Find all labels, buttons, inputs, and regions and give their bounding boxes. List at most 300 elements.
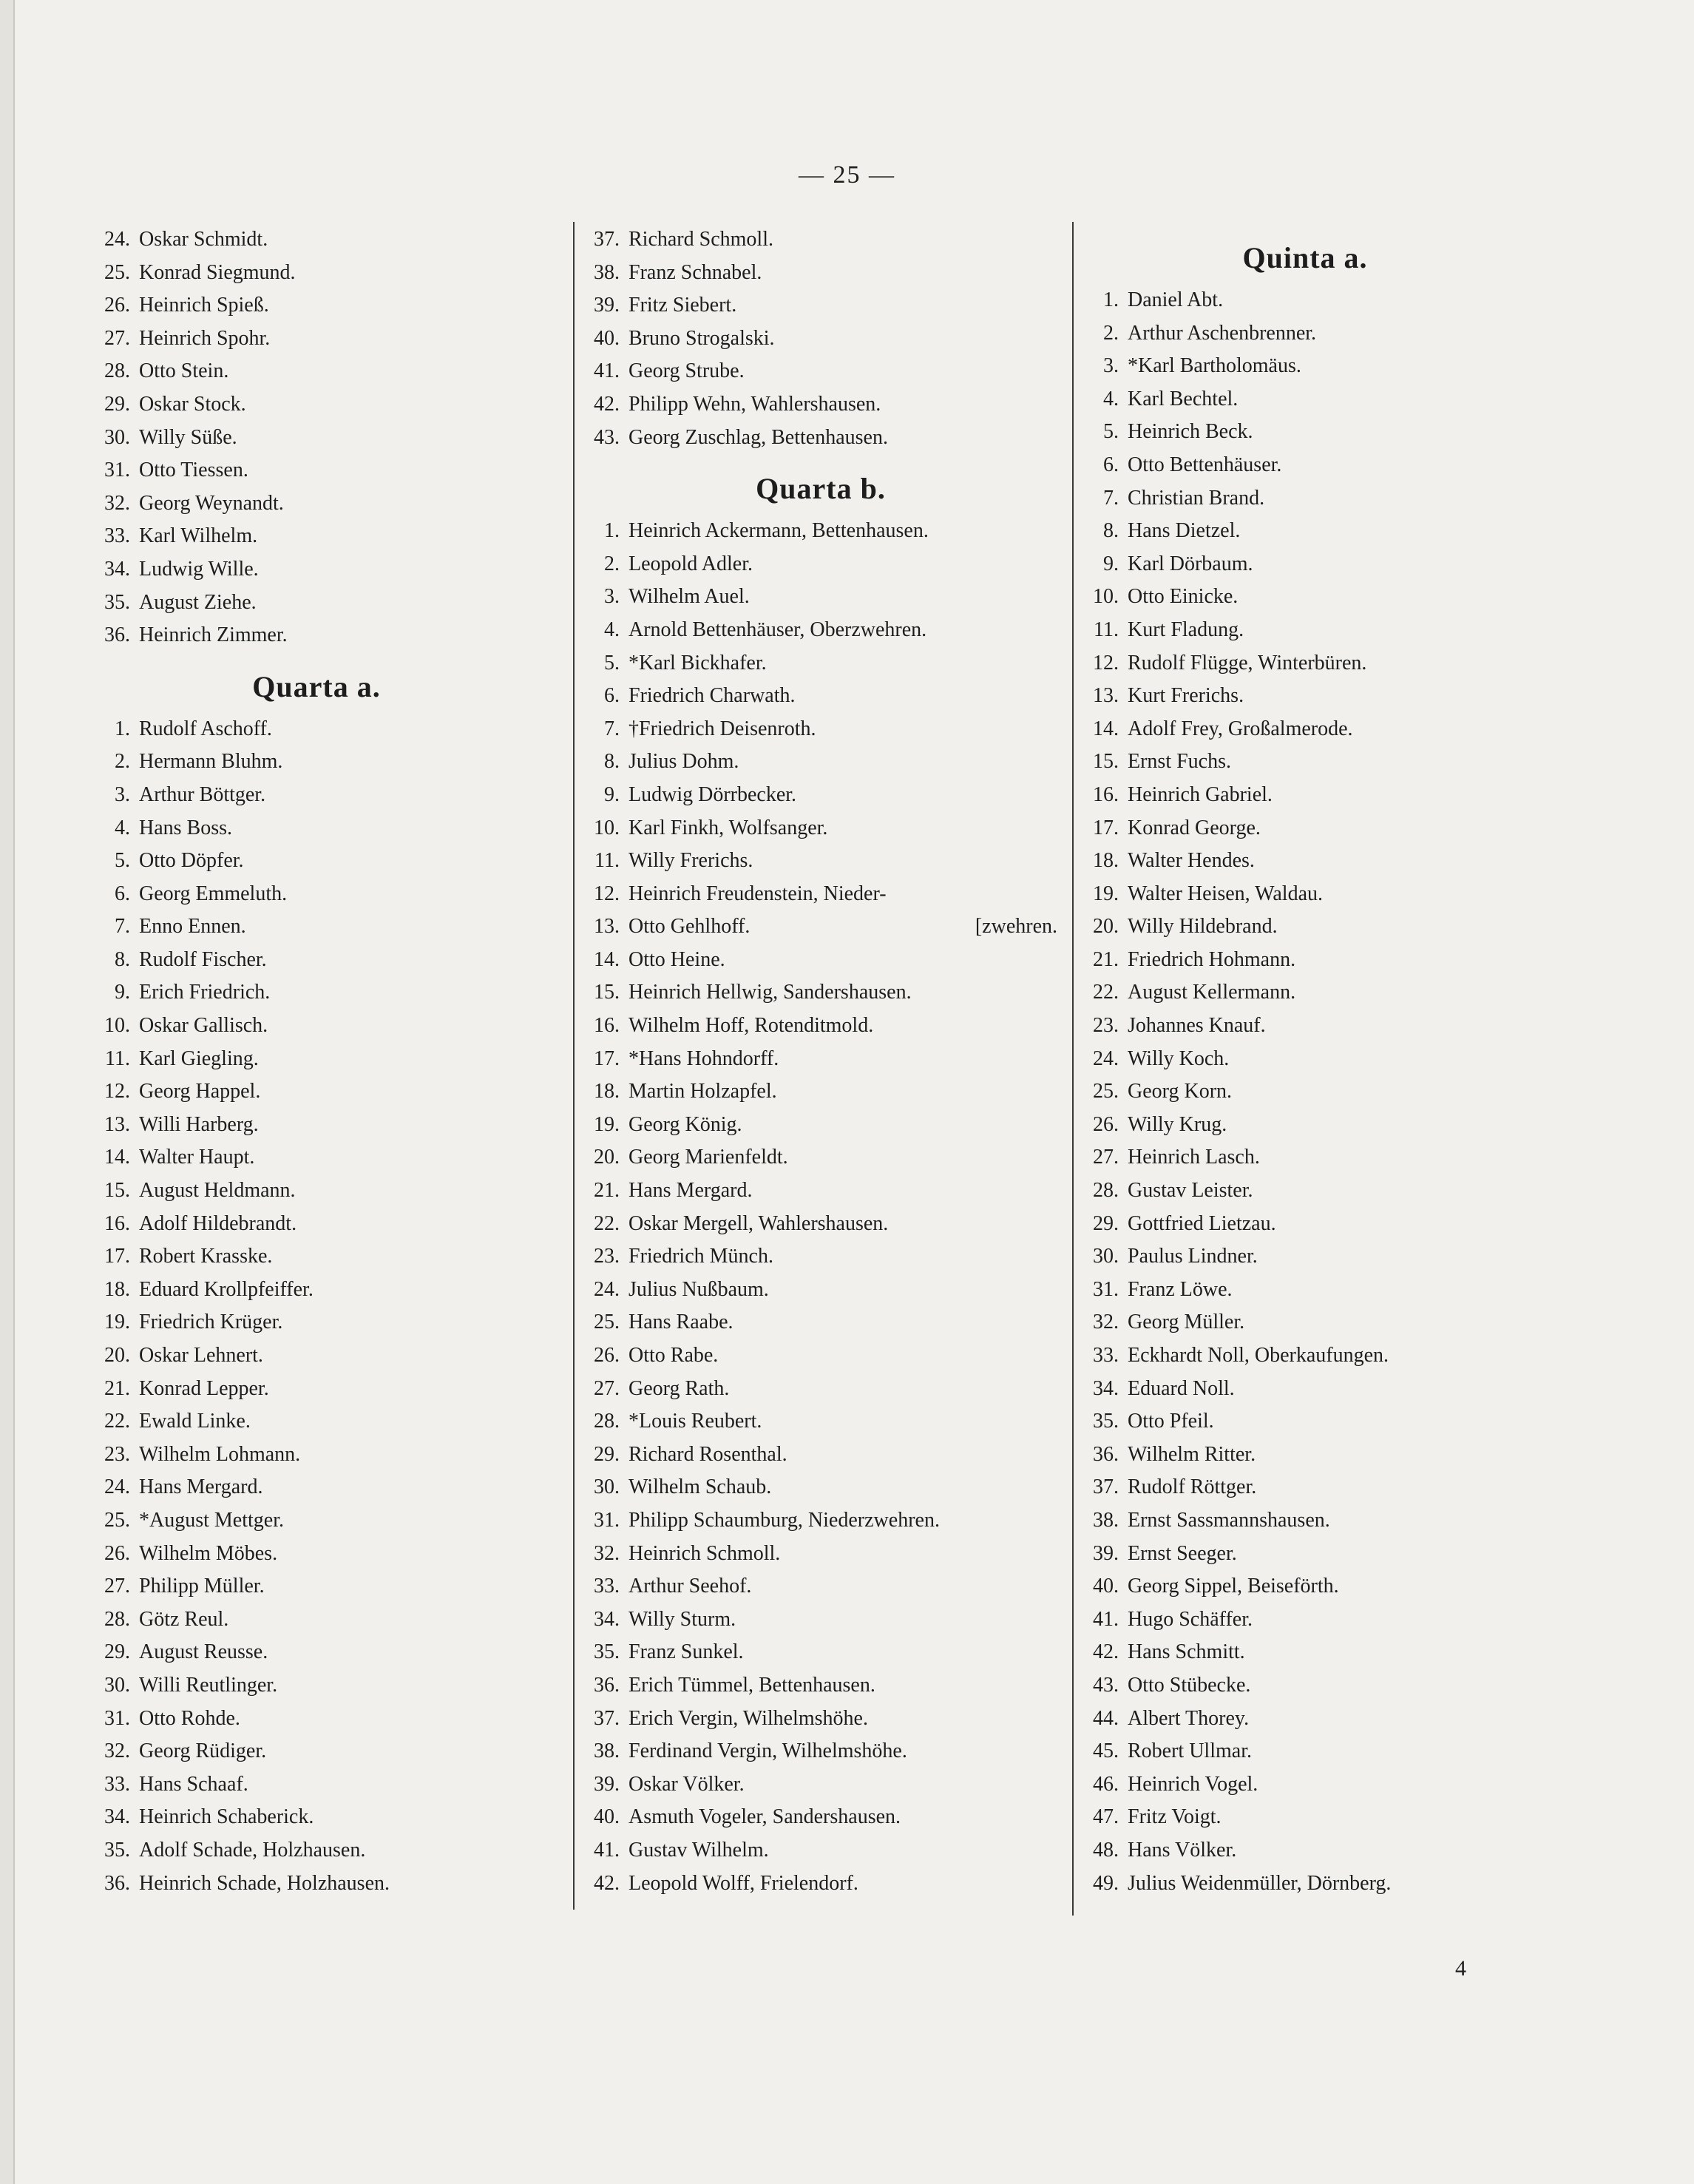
- entry-number: 47.: [1093, 1805, 1119, 1829]
- entry-name: Friedrich Münch.: [629, 1245, 773, 1268]
- entry-number: 34.: [594, 1607, 620, 1631]
- entry-number: 30.: [1093, 1245, 1119, 1268]
- entry-name: Wilhelm Schaub.: [629, 1475, 772, 1499]
- list-item: [584, 1208, 1057, 1241]
- entry-number: 30.: [104, 425, 130, 449]
- entry-name: Willy Frerichs.: [629, 849, 753, 873]
- entry-name: Julius Nußbaum.: [629, 1277, 769, 1301]
- entry-name: Heinrich Ackermann, Bettenhausen.: [629, 519, 929, 543]
- entry-name: Georg Weynandt.: [139, 491, 284, 515]
- list-item: [95, 1109, 538, 1142]
- list-item: [1083, 1735, 1527, 1768]
- entry-name: Friedrich Charwath.: [629, 684, 796, 708]
- entry-number: 23.: [1093, 1014, 1119, 1038]
- entry-number: 28.: [104, 1607, 130, 1631]
- list-item: [1083, 1438, 1527, 1472]
- list-item: [95, 1603, 538, 1637]
- entry-number: 26.: [594, 1344, 620, 1367]
- entry-number: 30.: [594, 1475, 620, 1499]
- entry-name: Martin Holzapfel.: [629, 1080, 777, 1103]
- entry-number: 12.: [104, 1080, 130, 1103]
- entry-name: Ludwig Dörrbecker.: [629, 782, 797, 806]
- entry-name: Götz Reul.: [139, 1607, 229, 1631]
- entry-name: *Karl Bickhafer.: [629, 651, 767, 675]
- list-item: [1083, 1043, 1527, 1076]
- entry-name: Otto Gehlhoff.: [629, 915, 751, 939]
- entry-number: 24.: [104, 1475, 130, 1499]
- entry-number: 25.: [594, 1311, 620, 1334]
- entry-name: Heinrich Freudenstein, Nieder-: [629, 882, 887, 905]
- entry-name: Konrad Lepper.: [139, 1376, 269, 1400]
- list-item: [1083, 910, 1527, 944]
- entry-name: Franz Schnabel.: [629, 260, 762, 284]
- entry-number: 6.: [1103, 453, 1119, 476]
- entry-name: Gottfried Lietzau.: [1128, 1211, 1276, 1235]
- entry-name: Heinrich Beck.: [1128, 420, 1253, 444]
- entry-number: 29.: [104, 392, 130, 416]
- list-item: [95, 1141, 538, 1174]
- entry-name: *Karl Bartholomäus.: [1128, 354, 1301, 378]
- entry-number: 33.: [104, 1772, 130, 1796]
- entry-name: Rudolf Aschoff.: [139, 717, 272, 740]
- list-item: [95, 1438, 538, 1472]
- list-item: [95, 779, 538, 812]
- entry-name: Georg Sippel, Beiseförth.: [1128, 1575, 1339, 1598]
- class-heading: Quinta a.: [1242, 241, 1368, 274]
- entry-number: 37.: [1093, 1475, 1119, 1499]
- entry-name: Otto Rohde.: [139, 1706, 240, 1730]
- entry-number: 49.: [1093, 1871, 1119, 1895]
- entry-name: Erich Friedrich.: [139, 981, 271, 1004]
- entry-number: 11.: [594, 849, 620, 873]
- entry-name: Ernst Seeger.: [1128, 1541, 1237, 1565]
- entry-name: *Louis Reubert.: [629, 1410, 762, 1433]
- entry-number: 1.: [1103, 288, 1119, 311]
- list-item: [1083, 449, 1527, 482]
- entry-name: Heinrich Spieß.: [139, 294, 269, 317]
- list-item: [95, 388, 538, 422]
- entry-name: Arthur Seehof.: [629, 1575, 752, 1598]
- list-item: [584, 581, 1057, 614]
- entry-name: Wilhelm Hoff, Rotenditmold.: [629, 1014, 874, 1038]
- list-item: [1083, 976, 1527, 1010]
- list-item: [1083, 1768, 1527, 1802]
- entry-number: 4.: [1103, 387, 1119, 410]
- entry-name: Heinrich Schaberick.: [139, 1805, 314, 1829]
- entry-number: 24.: [1093, 1047, 1119, 1070]
- entry-number: 1.: [604, 519, 620, 543]
- list-item: [584, 548, 1057, 581]
- list-item: [1083, 548, 1527, 581]
- list-item: [1083, 1867, 1527, 1901]
- entry-name: Wilhelm Auel.: [629, 585, 750, 609]
- list-item: [95, 976, 538, 1010]
- column-2: [584, 223, 1057, 1900]
- entry-number: 22.: [1093, 981, 1119, 1004]
- entry-name: Willi Harberg.: [139, 1112, 259, 1136]
- list-item: [584, 1240, 1057, 1274]
- list-item: [1083, 1010, 1527, 1043]
- entry-name: Oskar Lehnert.: [139, 1344, 263, 1367]
- entry-number: 32.: [104, 491, 130, 515]
- list-item: [584, 1373, 1057, 1406]
- entry-number: 17.: [594, 1047, 620, 1070]
- entry-number: 21.: [104, 1376, 130, 1400]
- entry-number: 41.: [1093, 1607, 1119, 1631]
- entry-number: 2.: [115, 750, 130, 774]
- entry-name: Adolf Frey, Großalmerode.: [1128, 717, 1353, 740]
- list-item: [584, 1174, 1057, 1208]
- entry-number: 5.: [115, 849, 130, 873]
- list-item: [584, 1834, 1057, 1867]
- entry-name: Leopold Wolff, Frielendorf.: [629, 1871, 858, 1895]
- entry-name: Willy Hildebrand.: [1128, 915, 1278, 939]
- entry-number: 40.: [1093, 1575, 1119, 1598]
- entry-name: Otto Pfeil.: [1128, 1410, 1214, 1433]
- entry-number: 31.: [104, 1706, 130, 1730]
- list-item: [1083, 1240, 1527, 1274]
- entry-number: 16.: [1093, 782, 1119, 806]
- entry-name: Hans Schmitt.: [1128, 1640, 1245, 1664]
- list-item: [1083, 416, 1527, 449]
- entry-name: Willy Krug.: [1128, 1112, 1227, 1136]
- entry-number: 41.: [594, 359, 620, 383]
- entry-number: 18.: [104, 1277, 130, 1301]
- list-item: [584, 1603, 1057, 1637]
- list-item: [1083, 845, 1527, 878]
- entry-number: 17.: [1093, 816, 1119, 839]
- entry-name: Robert Krasske.: [139, 1245, 273, 1268]
- list-item: [1083, 1570, 1527, 1603]
- entry-number: 34.: [104, 557, 130, 581]
- list-item: [1083, 1373, 1527, 1406]
- column-rule: [573, 222, 575, 1910]
- list-item: [95, 1471, 538, 1504]
- entry-number: 48.: [1093, 1838, 1119, 1862]
- entry-number: 24.: [104, 228, 130, 251]
- entry-number: 12.: [1093, 651, 1119, 675]
- entry-name: Heinrich Lasch.: [1128, 1146, 1260, 1169]
- entry-number: 14.: [104, 1146, 130, 1169]
- entry-name: Karl Giegling.: [139, 1047, 259, 1070]
- entry-name: Hugo Schäffer.: [1128, 1607, 1253, 1631]
- list-item: [95, 1636, 538, 1669]
- list-item: [95, 713, 538, 746]
- entry-name: Oskar Schmidt.: [139, 228, 268, 251]
- entry-name: Oskar Mergell, Wahlershausen.: [629, 1211, 889, 1235]
- list-item: [584, 1438, 1057, 1472]
- list-item: [95, 1010, 538, 1043]
- entry-number: 2.: [1103, 321, 1119, 345]
- entry-name: Willy Koch.: [1128, 1047, 1230, 1070]
- entry-number: 22.: [594, 1211, 620, 1235]
- entry-name: Georg Strube.: [629, 359, 745, 383]
- list-item: [1083, 1703, 1527, 1736]
- list-item: [584, 257, 1057, 290]
- entry-name: Kurt Fladung.: [1128, 618, 1244, 641]
- list-item: [95, 1405, 538, 1438]
- list-item: [1083, 1471, 1527, 1504]
- entry-number: 38.: [594, 260, 620, 284]
- entry-name: Ferdinand Vergin, Wilhelmshöhe.: [629, 1740, 907, 1763]
- entry-number: 32.: [594, 1541, 620, 1565]
- entry-name: Enno Ennen.: [139, 915, 246, 939]
- entry-name: Richard Schmoll.: [629, 228, 773, 251]
- entry-number: 35.: [104, 1838, 130, 1862]
- entry-number: 31.: [1093, 1277, 1119, 1301]
- entry-number: 35.: [104, 590, 130, 614]
- entry-number: 36.: [1093, 1442, 1119, 1466]
- entry-name: Karl Wilhelm.: [139, 524, 258, 548]
- list-item: [584, 388, 1057, 422]
- page-edge: [0, 0, 15, 2184]
- entry-number: 24.: [594, 1277, 620, 1301]
- list-item: [95, 1703, 538, 1736]
- list-item: [1083, 317, 1527, 351]
- entry-name: Otto Döpfer.: [139, 849, 244, 873]
- entry-number: 27.: [1093, 1146, 1119, 1169]
- entry-number: 23.: [594, 1245, 620, 1268]
- list-item: [1083, 1208, 1527, 1241]
- entry-number: 8.: [115, 947, 130, 971]
- entry-name: Erich Vergin, Wilhelmshöhe.: [629, 1706, 868, 1730]
- list-item: [584, 1669, 1057, 1703]
- entry-name: Asmuth Vogeler, Sandershausen.: [629, 1805, 901, 1829]
- entry-name: Georg Marienfeldt.: [629, 1146, 788, 1169]
- list-item: [95, 1735, 538, 1768]
- entry-number: 10.: [104, 1014, 130, 1038]
- list-item: [584, 1141, 1057, 1174]
- list-item: [1083, 284, 1527, 317]
- list-item: [95, 746, 538, 779]
- entry-number: 9.: [115, 981, 130, 1004]
- entry-number: 35.: [1093, 1410, 1119, 1433]
- list-item: [95, 910, 538, 944]
- entry-number: 29.: [1093, 1211, 1119, 1235]
- list-item: [584, 1768, 1057, 1802]
- entry-name: Julius Dohm.: [629, 750, 739, 774]
- entry-number: 3.: [1103, 354, 1119, 378]
- entry-number: 18.: [1093, 849, 1119, 873]
- entry-name: Walter Heisen, Waldau.: [1128, 882, 1323, 905]
- entry-name: Otto Bettenhäuser.: [1128, 453, 1282, 476]
- entry-name: Eduard Noll.: [1128, 1376, 1235, 1400]
- entry-number: 13.: [104, 1112, 130, 1136]
- entry-name: Karl Bechtel.: [1128, 387, 1239, 410]
- entry-name: Heinrich Hellwig, Sandershausen.: [629, 981, 912, 1004]
- entry-number: 1.: [115, 717, 130, 740]
- list-item: [1083, 1306, 1527, 1339]
- entry-name: Walter Hendes.: [1128, 849, 1255, 873]
- entry-number: 28.: [594, 1410, 620, 1433]
- entry-name: Gustav Leister.: [1128, 1179, 1253, 1203]
- entry-name: Adolf Hildebrandt.: [139, 1211, 297, 1235]
- entry-name: Walter Haupt.: [139, 1146, 255, 1169]
- list-item: [95, 1240, 538, 1274]
- entry-name: Rudolf Fischer.: [139, 947, 267, 971]
- list-item: [584, 1109, 1057, 1142]
- list-item: [95, 878, 538, 911]
- entry-name: Ernst Fuchs.: [1128, 750, 1231, 774]
- entry-name: Hans Mergard.: [139, 1475, 263, 1499]
- entry-number: 36.: [104, 623, 130, 647]
- entry-name: Heinrich Gabriel.: [1128, 782, 1273, 806]
- entry-name: †Friedrich Deisenroth.: [629, 717, 816, 740]
- entry-name: Otto Tiessen.: [139, 459, 248, 482]
- entry-number: 36.: [594, 1673, 620, 1697]
- entry-number: 38.: [1093, 1508, 1119, 1532]
- list-item: [584, 845, 1057, 878]
- entry-name: Heinrich Vogel.: [1128, 1772, 1258, 1796]
- entry-number: 20.: [1093, 915, 1119, 939]
- list-item: [95, 520, 538, 553]
- entry-number: 40.: [594, 1805, 620, 1829]
- list-item: [1083, 1109, 1527, 1142]
- list-item: [95, 1867, 538, 1901]
- entry-number: 26.: [1093, 1112, 1119, 1136]
- entry-name: Adolf Schade, Holzhausen.: [139, 1838, 366, 1862]
- list-item: [1083, 1339, 1527, 1373]
- list-item: [95, 1570, 538, 1603]
- list-item: [95, 1504, 538, 1538]
- class-heading: Quarta a.: [252, 669, 381, 703]
- entry-number: 32.: [104, 1740, 130, 1763]
- entry-name: Arthur Aschenbrenner.: [1128, 321, 1317, 345]
- entry-name: Georg Happel.: [139, 1080, 261, 1103]
- entry-number: 43.: [594, 425, 620, 449]
- entry-number: 7.: [604, 717, 620, 740]
- list-item: [95, 1274, 538, 1307]
- entry-number: 42.: [1093, 1640, 1119, 1664]
- list-item: [1083, 1538, 1527, 1571]
- list-item: [1083, 383, 1527, 416]
- list-item: [584, 1867, 1057, 1901]
- entry-number: 27.: [104, 326, 130, 350]
- entry-name: Ernst Sassmannshausen.: [1128, 1508, 1330, 1532]
- list-item: [584, 1274, 1057, 1307]
- list-item: [95, 586, 538, 620]
- list-item: [1083, 482, 1527, 515]
- list-item: [1083, 812, 1527, 845]
- entry-name: Eduard Krollpfeiffer.: [139, 1277, 314, 1301]
- entry-number: 9.: [1103, 552, 1119, 575]
- entry-name: Philipp Müller.: [139, 1575, 265, 1598]
- list-item: [1083, 779, 1527, 812]
- column-1: [95, 223, 538, 1900]
- list-item: [95, 845, 538, 878]
- list-item: [584, 713, 1057, 746]
- list-item: [95, 812, 538, 845]
- entry-name: Otto Heine.: [629, 947, 725, 971]
- entry-name: Hans Mergard.: [629, 1179, 753, 1203]
- list-item: [584, 1471, 1057, 1504]
- column-3: [1083, 223, 1527, 1900]
- entry-number: 13.: [1093, 684, 1119, 708]
- entry-name: Philipp Schaumburg, Niederzwehren.: [629, 1508, 940, 1532]
- entry-number: 11.: [105, 1047, 130, 1070]
- entry-name: August Ziehe.: [139, 590, 257, 614]
- entry-number: 4.: [604, 618, 620, 641]
- list-item: [95, 619, 538, 652]
- entry-number: 5.: [1103, 420, 1119, 444]
- entry-number: 35.: [594, 1640, 620, 1664]
- entry-name: Georg Müller.: [1128, 1311, 1245, 1334]
- entry-number: 33.: [594, 1575, 620, 1598]
- entry-number: 19.: [594, 1112, 620, 1136]
- entry-name: Daniel Abt.: [1128, 288, 1224, 311]
- entry-number: 27.: [594, 1376, 620, 1400]
- entry-name: Hans Völker.: [1128, 1838, 1237, 1862]
- entry-number: 28.: [104, 359, 130, 383]
- entry-name: Willi Reutlinger.: [139, 1673, 278, 1697]
- list-item: [584, 910, 1057, 944]
- entry-number: 42.: [594, 1871, 620, 1895]
- entry-number: 27.: [104, 1575, 130, 1598]
- entry-number: 6.: [604, 684, 620, 708]
- entry-name: August Kellermann.: [1128, 981, 1296, 1004]
- entry-name: Hermann Bluhm.: [139, 750, 283, 774]
- list-item: [584, 1010, 1057, 1043]
- entry-number: 20.: [104, 1344, 130, 1367]
- entry-number: 42.: [594, 392, 620, 416]
- list-item: [1083, 647, 1527, 680]
- list-item: [584, 944, 1057, 977]
- entry-number: 10.: [594, 816, 620, 839]
- entry-name: Konrad George.: [1128, 816, 1261, 839]
- entry-number: 3.: [115, 782, 130, 806]
- list-item: [95, 322, 538, 356]
- entry-name: Fritz Siebert.: [629, 294, 737, 317]
- list-item: [584, 614, 1057, 647]
- entry-name: Rudolf Flügge, Winterbüren.: [1128, 651, 1367, 675]
- entry-number: 26.: [104, 294, 130, 317]
- entry-number: 44.: [1093, 1706, 1119, 1730]
- list-item: [95, 1339, 538, 1373]
- entry-name: Georg Zuschlag, Bettenhausen.: [629, 425, 888, 449]
- list-item: [584, 647, 1057, 680]
- list-item: [95, 1801, 538, 1834]
- list-item: [584, 1703, 1057, 1736]
- entry-name: Konrad Siegmund.: [139, 260, 296, 284]
- list-item: [584, 422, 1057, 455]
- entry-number: 43.: [1093, 1673, 1119, 1697]
- entry-name: Heinrich Schmoll.: [629, 1541, 781, 1565]
- entry-number: 40.: [594, 326, 620, 350]
- entry-number: 19.: [1093, 882, 1119, 905]
- list-item: [584, 1043, 1057, 1076]
- entry-name: Paulus Lindner.: [1128, 1245, 1258, 1268]
- entry-number: 33.: [1093, 1344, 1119, 1367]
- list-item: [1083, 614, 1527, 647]
- entry-number: 32.: [1093, 1311, 1119, 1334]
- entry-name: Otto Stein.: [139, 359, 229, 383]
- entry-number: 12.: [594, 882, 620, 905]
- list-item: [1083, 1636, 1527, 1669]
- entry-number: 23.: [104, 1442, 130, 1466]
- entry-name: Hans Schaaf.: [139, 1772, 248, 1796]
- list-item: [584, 878, 1057, 911]
- list-item: [584, 1339, 1057, 1373]
- list-item: [95, 1538, 538, 1571]
- entry-number: 38.: [594, 1740, 620, 1763]
- list-item: [584, 812, 1057, 845]
- column-rule: [1072, 222, 1074, 1916]
- list-item: [95, 223, 538, 257]
- entry-name: Wilhelm Lohmann.: [139, 1442, 301, 1466]
- list-item: [1083, 1274, 1527, 1307]
- list-item: [584, 289, 1057, 322]
- entry-number: 29.: [104, 1640, 130, 1664]
